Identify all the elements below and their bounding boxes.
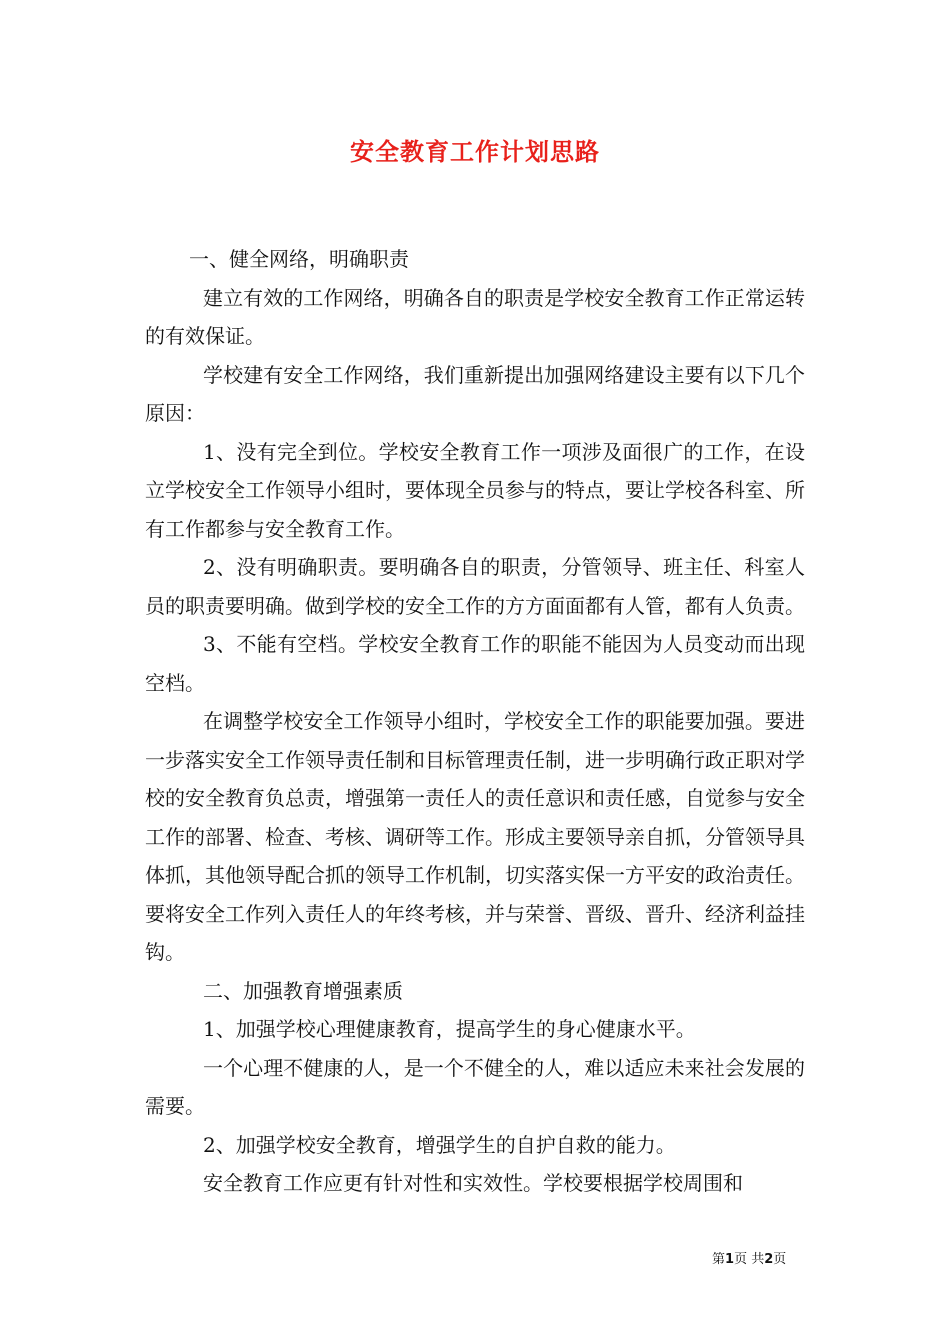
paragraph: 2、加强学校安全教育，增强学生的自护自救的能力。 [203, 1132, 676, 1157]
paragraph: 3、不能有空档。学校安全教育工作的职能不能因为人员变动而出现空档。 [145, 632, 805, 695]
paragraph: 学校建有安全工作网络，我们重新提出加强网络建设主要有以下几个原因： [145, 362, 805, 425]
section-heading: 一、健全网络，明确职责 [189, 247, 409, 271]
total-page-number: 2 [764, 1252, 774, 1267]
footer-suffix: 页 [773, 1252, 787, 1267]
section-heading: 二、加强教育增强素质 [203, 978, 403, 1003]
paragraph: 一个心理不健康的人，是一个不健全的人，难以适应未来社会发展的需要。 [145, 1055, 805, 1118]
paragraph: 安全教育工作应更有针对性和实效性。学校要根据学校周围和 [203, 1171, 743, 1195]
page-number-footer [712, 1248, 812, 1267]
document-body [145, 240, 805, 1203]
current-page-number: 1 [725, 1252, 735, 1267]
document-title: 安全教育工作计划思路 [350, 138, 600, 166]
paragraph: 在调整学校安全工作领导小组时，学校安全工作的职能要加强。要进一步落实安全工作领导责任制和目标管理责任制，进一步明确行政正职对学校的安全教育负总责，增强第一责任人的责任意识和责任感，自觉参与安全工作的部署、检查、考核、调研等工作。形成主要领导亲自抓，分管领导具体抓，其他领导配合抓的领导工作机制，切实落实保一方平安的政治责任。要将安全工作列入责任人的年终考核，并与荣誉、晋级、晋升、经济利益挂钩。 [145, 709, 805, 964]
footer-prefix: 第 [712, 1252, 726, 1267]
paragraph: 1、加强学校心理健康教育，提高学生的身心健康水平。 [203, 1017, 696, 1041]
paragraph: 1、没有完全到位。学校安全教育工作一项涉及面很广的工作，在设立学校安全工作领导小组时，要体现全员参与的特点，要让学校各科室、所有工作都参与安全教育工作。 [145, 439, 805, 541]
paragraph: 建立有效的工作网络，明确各自的职责是学校安全教育工作正常运转的有效保证。 [145, 285, 805, 348]
paragraph: 2、没有明确职责。要明确各自的职责，分管领导、班主任、科室人员的职责要明确。做到学校的安全工作的方方面面都有人管，都有人负责。 [145, 555, 805, 618]
footer-middle: 页 共 [734, 1252, 765, 1267]
